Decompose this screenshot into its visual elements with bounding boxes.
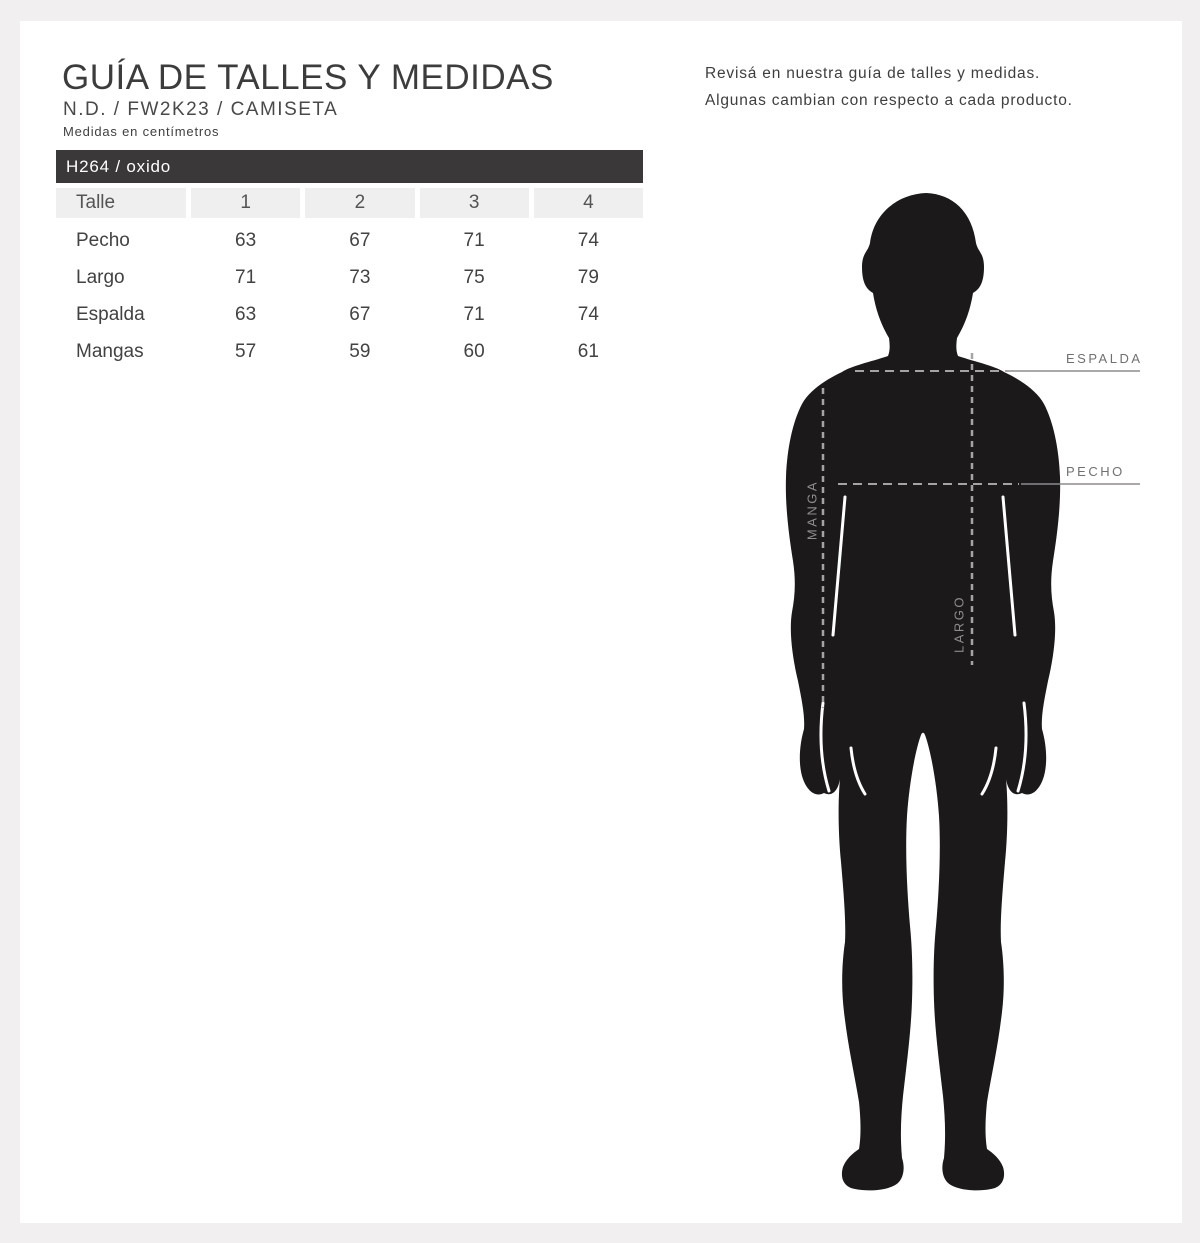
units-note: Medidas en centímetros: [63, 124, 220, 139]
column-header-size-2: 2: [305, 188, 414, 218]
table-cell: 79: [577, 266, 599, 288]
table-cell: 57: [235, 340, 257, 362]
product-reference: N.D. / FW2K23 / CAMISETA: [63, 99, 339, 120]
table-cell: 67: [349, 303, 371, 325]
largo-measure-label: LARGO: [951, 594, 967, 654]
table-cell: 74: [577, 229, 599, 251]
colorway-bar: [56, 150, 643, 183]
page-title: GUÍA DE TALLES Y MEDIDAS: [62, 58, 554, 97]
table-cell: 67: [349, 229, 371, 251]
intro-paragraph: [705, 60, 1175, 114]
column-header-size-1: 1: [191, 188, 300, 218]
row-label-espalda: Espalda: [76, 303, 145, 325]
column-header-size-4: 4: [534, 188, 643, 218]
espalda-measure-label: ESPALDA: [1066, 351, 1143, 366]
table-cell: 63: [235, 229, 257, 251]
body-measurement-figure: [745, 190, 1165, 1200]
row-label-largo: Largo: [76, 266, 125, 288]
column-header-talle: Talle: [56, 188, 186, 218]
male-silhouette: [786, 193, 1060, 1190]
row-label-mangas: Mangas: [76, 340, 144, 362]
table-cell: 74: [577, 303, 599, 325]
intro-line-1: Revisá en nuestra guía de talles y medidas.: [705, 65, 1041, 82]
row-label-pecho: Pecho: [76, 229, 130, 251]
table-cell: 61: [577, 340, 599, 362]
table-cell: 59: [349, 340, 371, 362]
table-cell: 75: [463, 266, 485, 288]
size-table: [56, 188, 643, 370]
table-cell: 63: [235, 303, 257, 325]
table-cell: 71: [463, 303, 485, 325]
table-cell: 71: [235, 266, 257, 288]
pecho-measure-label: PECHO: [1066, 464, 1125, 479]
table-cell: 71: [463, 229, 485, 251]
column-header-size-3: 3: [420, 188, 529, 218]
table-cell: 73: [349, 266, 371, 288]
table-cell: 60: [463, 340, 485, 362]
manga-measure-label: MANGA: [804, 479, 820, 541]
intro-line-2: Algunas cambian con respecto a cada producto.: [705, 92, 1073, 109]
colorway-label: H264 / oxido: [66, 157, 172, 176]
